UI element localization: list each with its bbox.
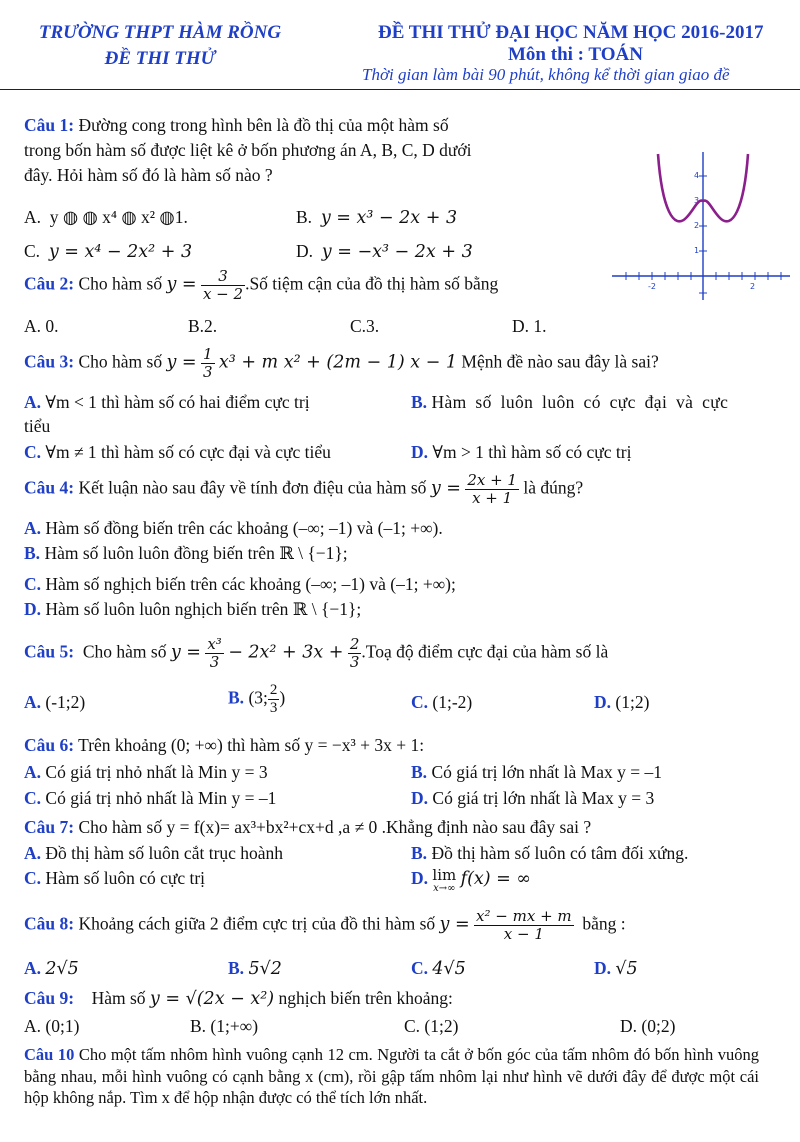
q1-b-text: y = x³ − 2x + 3: [320, 208, 458, 228]
q6-option-a: [24, 762, 268, 783]
q5-text-pre: Cho hàm số: [82, 641, 167, 662]
q7-b-text: Đồ thị hàm số luôn có tâm đối xứng.: [431, 843, 689, 863]
q5-c-label: C.: [411, 692, 429, 712]
x-tick-2: 2: [750, 282, 756, 291]
q4-b-text: Hàm số luôn luôn đồng biến trên ℝ \ {−1};: [44, 543, 348, 563]
q4-a-text: Hàm số đồng biến trên các khoảng (–∞; –1) và (–1; +∞).: [45, 518, 443, 538]
q2-den: x − 2: [202, 285, 244, 303]
q2-option-b: B.2.: [188, 316, 218, 336]
q3-text-pre: Cho hàm số: [78, 351, 163, 372]
q4-option-d: [24, 599, 361, 620]
q8-b-label: B.: [228, 958, 245, 978]
q5-b-num: 2: [269, 682, 278, 698]
q8-option-a: [24, 958, 79, 979]
q6-a-label: A.: [24, 762, 42, 782]
q5-stem: [24, 636, 608, 671]
q7-b-label: B.: [411, 843, 428, 863]
q3-option-d: [411, 442, 631, 463]
q7-lim-sub: x→∞: [433, 883, 456, 894]
q2-option-d: D. 1.: [512, 316, 547, 336]
q9-stem: [24, 988, 453, 1009]
q8-lhs: y =: [439, 914, 470, 935]
q4-a-label: A.: [24, 518, 42, 538]
q7-option-b: [411, 843, 688, 864]
q3-b-wrap: tiểu: [24, 416, 51, 436]
q9-option-a: A. (0;1): [24, 1016, 80, 1036]
q10-paragraph: [24, 1044, 759, 1109]
q8-stem: [24, 908, 626, 943]
exam-type: ĐỀ THI THỬ: [104, 48, 216, 69]
q4-num: 2x + 1: [467, 471, 517, 489]
q6-d-text: Có giá trị lớn nhất là Max y = 3: [432, 788, 655, 808]
q1-option-a: [24, 207, 188, 228]
q5-b-post: ): [279, 687, 286, 708]
q8-b-text: 5√2: [248, 959, 282, 979]
q5-b-fraction: [268, 682, 280, 717]
q6-c-label: C.: [24, 788, 42, 808]
q2-lhs: y =: [166, 274, 197, 295]
q7-a-text: Đồ thị hàm số luôn cắt trục hoành: [45, 843, 284, 863]
y-tick-2: 2: [694, 221, 700, 230]
q4-text-pre: Kết luận nào sau đây về tính đơn điệu của hàm số: [78, 477, 427, 498]
q5-a-label: A.: [24, 692, 42, 712]
q9-text-post: nghịch biến trên khoảng:: [278, 988, 453, 1008]
q5-option-d: [594, 692, 649, 713]
q2-text-post: .Số tiệm cận của đồ thị hàm số bằng: [245, 273, 499, 294]
q6-text: Trên khoảng (0; +∞) thì hàm số y = −x³ + 3x + 1:: [78, 735, 425, 755]
q8-text-pre: Khoảng cách giữa 2 điểm cực trị của đồ thi hàm số: [78, 913, 436, 934]
q9-option-b: B. (1;+∞): [190, 1016, 259, 1036]
x-tick-neg2: -2: [648, 282, 656, 291]
q3-expr: x³ + m x² + (2m − 1) x − 1: [218, 352, 458, 373]
q5-d-text: (1;2): [615, 692, 650, 712]
q7-c-label: C.: [24, 868, 42, 888]
q6-a-text: Có giá trị nhỏ nhất là Min y = 3: [45, 762, 268, 782]
q4-label: Câu 4:: [24, 477, 75, 498]
q7-a-label: A.: [24, 843, 42, 863]
school-name: TRƯỜNG THPT HÀM RỒNG: [38, 22, 282, 43]
q3-b-label: B.: [411, 392, 428, 412]
q6-label: Câu 6:: [24, 735, 75, 755]
y-tick-1: 1: [694, 246, 700, 255]
q4-option-c: [24, 574, 456, 595]
header-rule: [0, 89, 800, 90]
q3-a-text: ∀m < 1 thì hàm số có hai điểm cực trị: [45, 392, 310, 412]
exam-time-note: Thời gian làm bài 90 phút, không kể thời gian giao đề: [362, 65, 730, 84]
q3-fraction: [201, 346, 215, 381]
q5-d-label: D.: [594, 692, 612, 712]
q8-c-label: C.: [411, 958, 429, 978]
q6-c-text: Có giá trị nhỏ nhất là Min y = –1: [45, 788, 277, 808]
q3-option-b: [411, 392, 728, 413]
q6-option-c: [24, 788, 276, 809]
q5-a-text: (-1;2): [45, 692, 86, 712]
q5-label: Câu 5:: [24, 641, 75, 662]
q5-lhs: y =: [170, 642, 201, 663]
q7-stem: [24, 817, 591, 838]
q3-option-c: [24, 442, 331, 463]
q6-option-b: [411, 762, 662, 783]
q4-fraction: [465, 472, 519, 507]
q7-limit: [432, 868, 456, 896]
q7-option-c: [24, 868, 205, 889]
q5-d1: 3: [209, 653, 220, 671]
q5-fraction-1: [205, 636, 223, 671]
q3-c-label: C.: [24, 442, 42, 462]
q4-option-b: [24, 543, 348, 564]
q5-b-den: 3: [269, 700, 278, 716]
q1-a-text: y ◍ ◍ x⁴ ◍ x² ◍1.: [49, 207, 188, 227]
q4-lhs: y =: [430, 478, 461, 499]
q8-den: x − 1: [503, 925, 544, 943]
q3-b-text: Hàm số luôn luôn có cực đại và cực: [431, 392, 729, 412]
q8-a-label: A.: [24, 958, 42, 978]
q2-text-pre: Cho hàm số: [78, 273, 163, 294]
q4-c-text: Hàm số nghịch biến trên các khoảng (–∞; –1) và (–1; +∞);: [45, 574, 456, 594]
q1-option-b: [296, 207, 457, 228]
q4-den: x + 1: [472, 489, 513, 507]
q3-den: 3: [202, 363, 213, 381]
q1-text-line3: đây. Hỏi hàm số đó là hàm số nào ?: [24, 165, 273, 185]
q1-c-label: C.: [24, 241, 41, 261]
q3-d-text: ∀m > 1 thì hàm số có cực trị: [432, 442, 632, 462]
q4-c-label: C.: [24, 574, 42, 594]
q6-option-d: [411, 788, 654, 809]
q3-lhs: y =: [166, 352, 197, 373]
q1-option-d: [296, 241, 473, 262]
q5-c-text: (1;-2): [432, 692, 473, 712]
q3-stem: [24, 346, 659, 381]
exam-subject: Môn thi : TOÁN: [508, 44, 643, 65]
q5-mid: − 2x² + 3x +: [228, 642, 344, 663]
q8-d-label: D.: [594, 958, 612, 978]
q2-option-c: C.3.: [350, 316, 380, 336]
q10-text: Cho một tấm nhôm hình vuông cạnh 12 cm. Người ta cắt ở bốn góc của tấm nhôm đó bốn hình vuông bằng nhau, mỗi hình vuông có cạnh bằng x (cm), rồi gập tấm nhôm lại như hình vẽ dưới đây để được một cái hộp không nắp. Tìm x để hộp nhận được có thể tích lớn nhất.: [24, 1045, 760, 1107]
q6-b-text: Có giá trị lớn nhất là Max y = –1: [431, 762, 662, 782]
q4-text-post: là đúng?: [523, 477, 584, 498]
q1-a-label: A.: [24, 207, 42, 227]
q5-n1: x³: [207, 635, 222, 653]
q3-option-a: [24, 392, 310, 413]
q2-fraction: [201, 268, 245, 303]
q9-expr: y = √(2x − x²): [149, 989, 275, 1009]
q5-option-b: [228, 682, 285, 717]
y-tick-3: 3: [694, 196, 700, 205]
q8-option-b: [228, 958, 282, 979]
q1-line1: [24, 115, 449, 136]
q3-text-post: Mệnh đề nào sau đây là sai?: [461, 351, 659, 372]
q4-d-label: D.: [24, 599, 42, 619]
q8-option-d: [594, 958, 638, 979]
q8-option-c: [411, 958, 466, 979]
q5-text-post: .Toạ độ điểm cực đại của hàm số là: [361, 641, 609, 662]
q1-label: Câu 1:: [24, 115, 75, 135]
q2-option-a: A. 0.: [24, 316, 59, 336]
q3-a-label: A.: [24, 392, 42, 412]
q2-stem: [24, 268, 498, 303]
q5-fraction-2: [348, 636, 362, 671]
q7-option-d: [411, 868, 531, 896]
q8-num: x² − mx + m: [476, 907, 572, 925]
q8-fraction: [474, 908, 574, 943]
q3-label: Câu 3:: [24, 351, 75, 372]
q1-text-line2: trong bốn hàm số được liệt kê ở bốn phương án A, B, C, D dưới: [24, 140, 472, 160]
q1-option-c: [24, 241, 192, 262]
q8-text-post: bằng :: [582, 913, 626, 934]
q8-c-text: 4√5: [432, 959, 466, 979]
q5-d2: 3: [349, 653, 360, 671]
q1-b-label: B.: [296, 207, 313, 227]
q8-label: Câu 8:: [24, 913, 75, 934]
q10-label: Câu 10: [24, 1045, 75, 1064]
q5-option-a: [24, 692, 85, 713]
q8-d-text: √5: [615, 959, 638, 979]
q4-option-a: [24, 518, 443, 539]
q9-text-pre: Hàm số: [91, 988, 146, 1008]
q6-stem: [24, 735, 424, 756]
q7-label: Câu 7:: [24, 817, 75, 837]
q8-a-text: 2√5: [45, 959, 79, 979]
q6-b-label: B.: [411, 762, 428, 782]
q1-text-line1: Đường cong trong hình bên là đồ thị của một hàm số: [78, 115, 449, 135]
exam-title: ĐỀ THI THỬ ĐẠI HỌC NĂM HỌC 2016-2017: [378, 22, 764, 43]
function-graph: [612, 150, 792, 300]
q6-d-label: D.: [411, 788, 429, 808]
q1-d-text: y = −x³ − 2x + 3: [321, 242, 473, 262]
q7-c-text: Hàm số luôn có cực trị: [45, 868, 206, 888]
q2-label: Câu 2:: [24, 273, 75, 294]
q3-c-text: ∀m ≠ 1 thì hàm số có cực đại và cực tiểu: [45, 442, 331, 462]
q9-option-d: D. (0;2): [620, 1016, 676, 1036]
q5-b-label: B.: [228, 687, 245, 708]
q5-n2: 2: [349, 635, 360, 653]
q3-d-label: D.: [411, 442, 429, 462]
q4-d-text: Hàm số luôn luôn nghịch biến trên ℝ \ {−1};: [45, 599, 362, 619]
q1-c-text: y = x⁴ − 2x² + 3: [48, 242, 193, 262]
q4-stem: [24, 472, 583, 507]
y-tick-4: 4: [694, 171, 700, 180]
q9-option-c: C. (1;2): [404, 1016, 459, 1036]
q7-d-label: D.: [411, 868, 429, 888]
q9-label: Câu 9:: [24, 988, 75, 1008]
q4-b-label: B.: [24, 543, 41, 563]
q2-num: 3: [201, 268, 245, 286]
q1-d-label: D.: [296, 241, 314, 261]
q3-num: 1: [202, 345, 213, 363]
q7-option-a: [24, 843, 283, 864]
q7-text: Cho hàm số y = f(x)= ax³+bx²+cx+d ,a ≠ 0 .Khẳng định nào sau đây sai ?: [78, 817, 592, 837]
q5-b-pre: (3;: [248, 687, 268, 708]
q7-lim: lim: [432, 866, 457, 884]
q5-option-c: [411, 692, 472, 713]
q7-d-text: f(x) = ∞: [460, 869, 531, 889]
